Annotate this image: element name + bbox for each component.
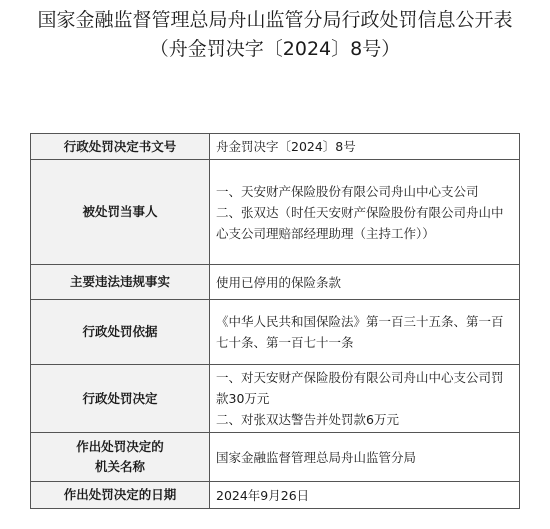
table-row-violation-facts (31, 265, 520, 300)
table-row-decision-number (31, 134, 520, 160)
decision-date-text: 2024年9月26日 (216, 487, 310, 503)
decision-number-text: 舟金罚决字〔2024〕8号 (216, 139, 356, 154)
row-value (210, 300, 520, 365)
page-title-line-1: 国家金融监督管理总局舟山监管分局行政处罚信息公开表 (37, 9, 513, 31)
table-row-authority (31, 433, 520, 482)
row-label: 行政处罚决定 (31, 365, 210, 433)
row-value (210, 365, 520, 433)
row-value (210, 265, 520, 300)
row-value (210, 433, 520, 482)
penalty-info-table (30, 133, 520, 509)
row-label (31, 433, 210, 482)
violation-facts-text: 使用已停用的保险条款 (216, 274, 342, 290)
page-title-line-2: （舟金罚决字〔2024〕8号） (149, 38, 401, 60)
penalty-decision-2: 二、对张双达警告并处罚款6万元 (216, 412, 399, 427)
page-title (0, 6, 550, 64)
row-value (210, 134, 520, 160)
table-row-legal-basis (31, 300, 520, 365)
row-label: 行政处罚依据 (31, 300, 210, 365)
row-label: 行政处罚决定书文号 (31, 134, 210, 160)
legal-basis-text: 《中华人民共和国保险法》第一百三十五条、第一百七十条、第一百七十一条 (216, 314, 504, 350)
table-row-decision-date (31, 482, 520, 509)
row-label: 被处罚当事人 (31, 160, 210, 265)
table-row-penalized-party (31, 160, 520, 265)
authority-name-text: 国家金融监督管理总局舟山监管分局 (216, 449, 417, 465)
penalized-party-2: 二、张双达（时任天安财产保险股份有限公司舟山中心支公司理赔部经理助理（主持工作）） (216, 204, 504, 241)
row-label: 作出处罚决定的日期 (31, 482, 210, 509)
row-value (210, 160, 520, 265)
authority-label-line-1: 作出处罚决定的 (76, 439, 164, 454)
row-label: 主要违法违规事实 (31, 265, 210, 300)
penalty-decision-1: 一、对天安财产保险股份有限公司舟山中心支公司罚款30万元 (216, 370, 504, 406)
authority-label-line-2: 机关名称 (94, 459, 145, 474)
table-row-penalty-decision (31, 365, 520, 433)
row-value (210, 482, 520, 509)
penalized-party-1: 一、天安财产保险股份有限公司舟山中心支公司 (216, 183, 479, 199)
